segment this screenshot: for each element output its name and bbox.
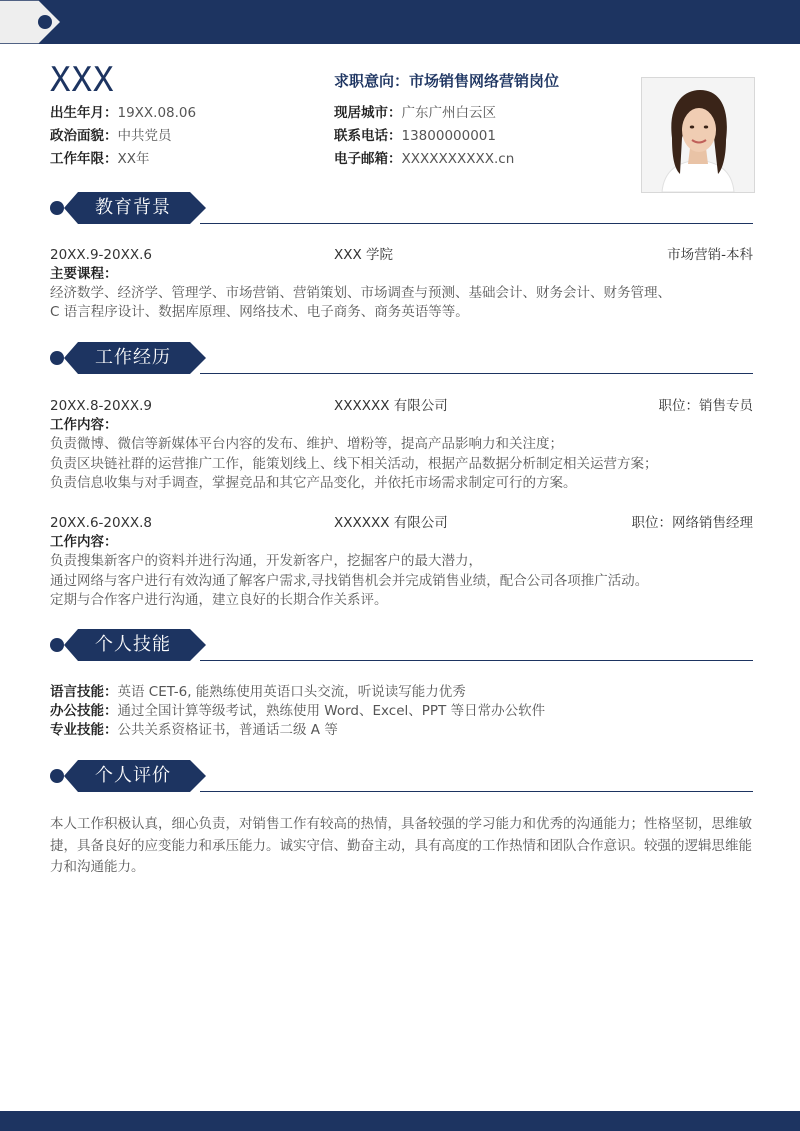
education-row [50,245,753,265]
section-title: 工作经历 [95,347,171,368]
job-row [50,513,753,533]
courses-line: 经济数学、经济学、管理学、市场营销、营销策划、市场调查与预测、基础会计、财务会计、财务管理、 [50,285,671,301]
evaluation-text: 本人工作积极认真，细心负责，对销售工作有较高的热情，具备较强的学习能力和优秀的沟通能力；性格坚韧，思维敏捷，具备良好的应变能力和承压能力。诚实守信、勤奋主动，具有高度的工作热情和团队合作意识。较强的逻辑思维能力和沟通能力。 [50,816,752,875]
job-content-line: 定期与合作客户进行沟通，建立良好的长期合作关系评。 [50,592,388,608]
job-position: 职位：网络销售经理 [631,515,753,531]
job-content-label: 工作内容： [50,417,118,433]
skill-value: 通过全国计算等级考试，熟练使用 Word、Excel、PPT 等日常办公软件 [117,703,546,719]
courses-label: 主要课程： [50,266,118,282]
courses-line: C 语言程序设计、数据库原理、网络技术、电子商务、商务英语等等。 [50,304,469,320]
skill-label: 办公技能： [50,703,118,719]
info-value: XXXXXXXXXX.cn [401,151,515,167]
job-intent-label: 求职意向： [334,72,410,90]
info-birth [50,102,196,124]
job-row [50,396,753,416]
job-content-line: 负责搜集新客户的资料并进行沟通，开发新客户，挖掘客户的最大潜力， [50,553,482,569]
info-label: 出生年月： [50,105,118,121]
job-intent-value: 市场销售网络营销岗位 [409,72,560,90]
section-header-skills [50,629,753,661]
skill-label: 语言技能： [50,684,118,700]
skill-item [50,683,753,703]
section-title: 教育背景 [95,197,171,218]
info-value: XX年 [117,151,150,167]
skill-value: 英语 CET-6, 能熟练使用英语口头交流，听说读写能力优秀 [117,684,466,700]
section-title: 个人评价 [95,765,171,786]
section-title: 个人技能 [95,634,171,655]
job-company: XXXXXX 有限公司 [334,515,448,531]
top-banner-dot [38,15,52,29]
education-major: 市场营销-本科 [667,247,753,263]
job-content-line: 负责微博、微信等新媒体平台内容的发布、维护、增粉等，提高产品影响力和关注度； [50,436,563,452]
education-school: XXX 学院 [334,247,394,263]
job-content-label: 工作内容： [50,534,118,550]
bottom-banner [0,1111,800,1131]
job-content-line: 负责区块链社群的运营推广工作，能策划线上、线下相关活动，根据产品数据分析制定相关运营方案； [50,456,658,472]
info-label: 政治面貌： [50,128,118,144]
info-value: 19XX.08.06 [117,105,197,121]
job-intent [334,70,559,92]
job-position: 职位：销售专员 [658,398,753,414]
section-header-education [50,192,753,224]
job-company: XXXXXX 有限公司 [334,398,448,414]
info-experience-years [50,148,150,170]
skill-item [50,721,753,741]
info-label: 联系电话： [334,128,402,144]
info-phone [334,125,496,147]
info-value: 广东广州白云区 [401,105,496,121]
section-header-evaluation [50,760,753,792]
info-value: 13800000001 [401,128,496,144]
top-banner [0,0,800,44]
section-divider [200,223,753,225]
info-label: 工作年限： [50,151,118,167]
info-value: 中共党员 [117,128,172,144]
section-divider [200,373,753,375]
education-period: 20XX.9-20XX.6 [50,247,152,263]
section-header-work [50,342,753,374]
section-divider [200,791,753,793]
job-period: 20XX.6-20XX.8 [50,515,152,531]
candidate-name: XXX [50,60,115,100]
skill-item [50,702,753,722]
job-period: 20XX.8-20XX.9 [50,398,152,414]
info-label: 现居城市： [334,105,402,121]
job-content-line: 通过网络与客户进行有效沟通了解客户需求,寻找销售机会并完成销售业绩，配合公司各项推广活动。 [50,573,649,589]
section-divider [200,660,753,662]
job-content-line: 负责信息收集与对手调查，掌握竞品和其它产品变化，并依托市场需求制定可行的方案。 [50,475,577,491]
skill-value: 公共关系资格证书，普通话二级 A 等 [117,722,338,738]
info-city [334,102,496,124]
info-email [334,148,514,170]
info-political [50,125,172,147]
skill-label: 专业技能： [50,722,118,738]
profile-photo [641,77,755,193]
info-label: 电子邮箱： [334,151,402,167]
